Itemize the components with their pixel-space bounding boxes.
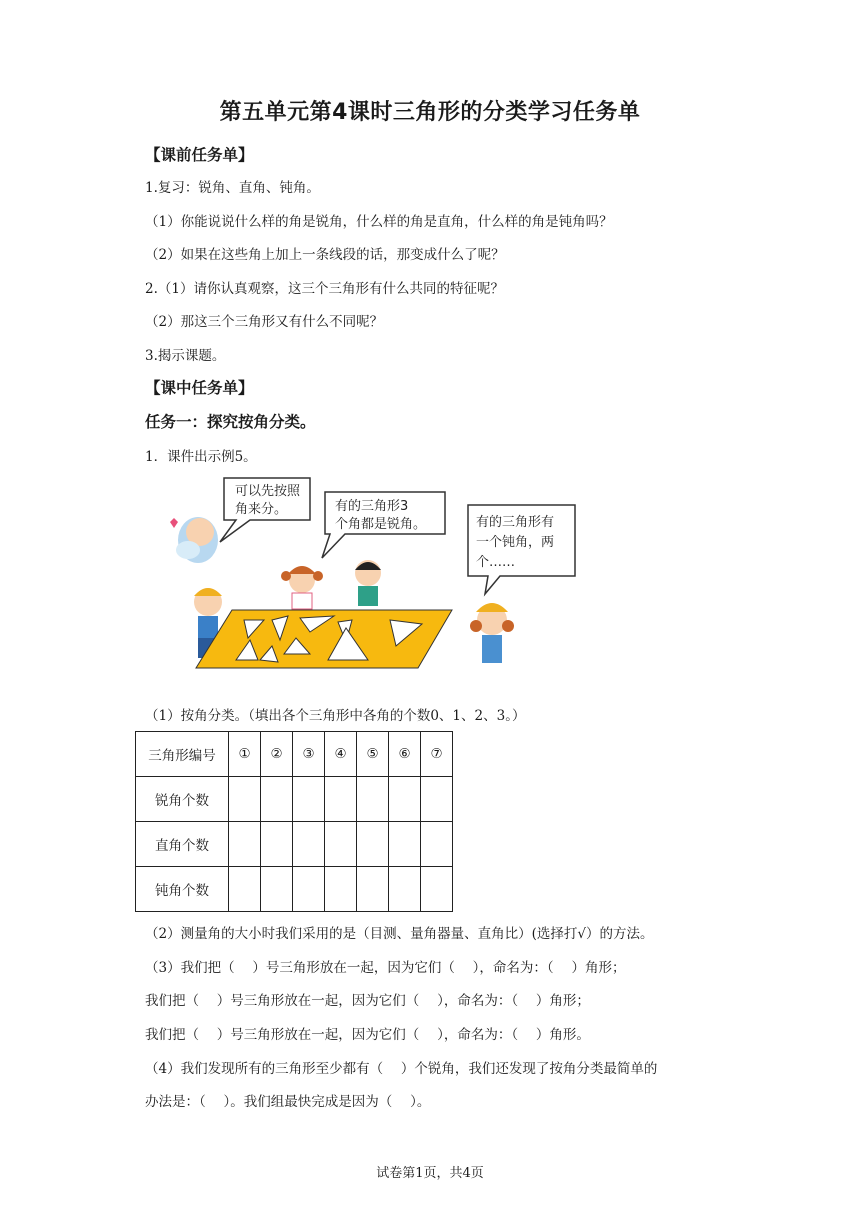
q1-text: （1）按角分类。（填出各个三角形中各角的个数0、1、2、3。） <box>145 708 526 724</box>
bubble2-line2: 个角都是锐角。 <box>335 517 427 532</box>
table-header-row <box>136 732 453 777</box>
answer-cell[interactable] <box>357 867 389 912</box>
header-cell: ④ <box>325 732 357 777</box>
pre-line-6: 3.揭示课题。 <box>145 348 226 364</box>
pre-line-3: （2）如果在这些角上加上一条线段的话，那变成什么了呢？ <box>145 247 505 263</box>
answer-cell[interactable] <box>261 867 293 912</box>
q3-line-3: 我们把（ ）号三角形放在一起，因为它们（ ），命名为：（ ）角形。 <box>145 1027 590 1043</box>
pre-line-5: （2）那这三个三角形又有什么不同呢？ <box>145 314 384 330</box>
answer-cell[interactable] <box>421 867 453 912</box>
answer-cell[interactable] <box>261 777 293 822</box>
in-class-heading: 【课中任务单】 <box>145 379 254 397</box>
angel-figure <box>170 517 218 563</box>
page-footer: 试卷第1页，共4页 <box>376 1166 484 1181</box>
pre-line-2: （1）你能说说什么样的角是锐角，什么样的角是直角，什么样的角是钝角吗？ <box>145 214 613 230</box>
q2-text: （2）测量角的大小时我们采用的是（目测、量角器量、直角比）(选择打√）的方法。 <box>145 926 654 942</box>
answer-cell[interactable] <box>421 777 453 822</box>
answer-cell[interactable] <box>325 822 357 867</box>
header-cell: ③ <box>293 732 325 777</box>
triangle-parallelogram <box>196 610 452 668</box>
task1-heading: 任务一：探究按角分类。 <box>145 413 316 431</box>
answer-cell[interactable] <box>389 867 421 912</box>
header-cell: ⑤ <box>357 732 389 777</box>
bubble3-line3: 个…… <box>476 555 516 570</box>
row-label: 钝角个数 <box>136 867 229 912</box>
pre-class-heading: 【课前任务单】 <box>145 146 254 164</box>
table-row <box>136 822 453 867</box>
row-label: 锐角个数 <box>136 777 229 822</box>
answer-cell[interactable] <box>293 867 325 912</box>
girl-figure <box>281 566 323 609</box>
header-cell: ① <box>229 732 261 777</box>
answer-cell[interactable] <box>389 777 421 822</box>
boy-middle-figure <box>355 560 381 606</box>
answer-cell[interactable] <box>357 822 389 867</box>
answer-cell[interactable] <box>325 777 357 822</box>
pre-line-1: 1.复习：锐角、直角、钝角。 <box>145 180 320 196</box>
answer-cell[interactable] <box>229 867 261 912</box>
example-line: 1．课件出示例5。 <box>145 449 257 465</box>
q3-line-1: （3）我们把（ ）号三角形放在一起，因为它们（ ），命名为：（ ）角形； <box>145 960 626 976</box>
header-cell: ⑦ <box>421 732 453 777</box>
header-cell: ② <box>261 732 293 777</box>
bubble3-line1: 有的三角形有 <box>476 515 555 530</box>
bubble3-line2: 一个钝角，两 <box>476 535 555 550</box>
answer-cell[interactable] <box>389 822 421 867</box>
answer-cell[interactable] <box>261 822 293 867</box>
answer-cell[interactable] <box>357 777 389 822</box>
table-row <box>136 777 453 822</box>
header-cell: 三角形编号 <box>136 732 229 777</box>
classroom-illustration <box>160 470 600 680</box>
angle-count-table <box>135 731 453 912</box>
pre-line-4: 2.（1）请你认真观察，这三个三角形有什么共同的特征呢？ <box>145 281 504 297</box>
row-label: 直角个数 <box>136 822 229 867</box>
bubble1-line1: 可以先按照 <box>235 484 301 499</box>
girl-right-figure <box>470 603 514 663</box>
answer-cell[interactable] <box>293 777 325 822</box>
answer-cell[interactable] <box>229 777 261 822</box>
answer-cell[interactable] <box>325 867 357 912</box>
answer-cell[interactable] <box>229 822 261 867</box>
answer-cell[interactable] <box>293 822 325 867</box>
q3-line-2: 我们把（ ）号三角形放在一起，因为它们（ ），命名为：（ ）角形； <box>145 993 590 1009</box>
answer-cell[interactable] <box>421 822 453 867</box>
page-title: 第五单元第4课时三角形的分类学习任务单 <box>219 100 641 125</box>
bubble1-line2: 角来分。 <box>235 502 288 517</box>
q4-line-1: （4）我们发现所有的三角形至少都有（ ）个锐角，我们还发现了按角分类最简单的 <box>145 1061 658 1077</box>
header-cell: ⑥ <box>389 732 421 777</box>
bubble2-line1: 有的三角形3 <box>335 499 409 514</box>
q4-line-2: 办法是：（ ）。我们组最快完成是因为（ ）。 <box>145 1094 431 1110</box>
table-row <box>136 867 453 912</box>
